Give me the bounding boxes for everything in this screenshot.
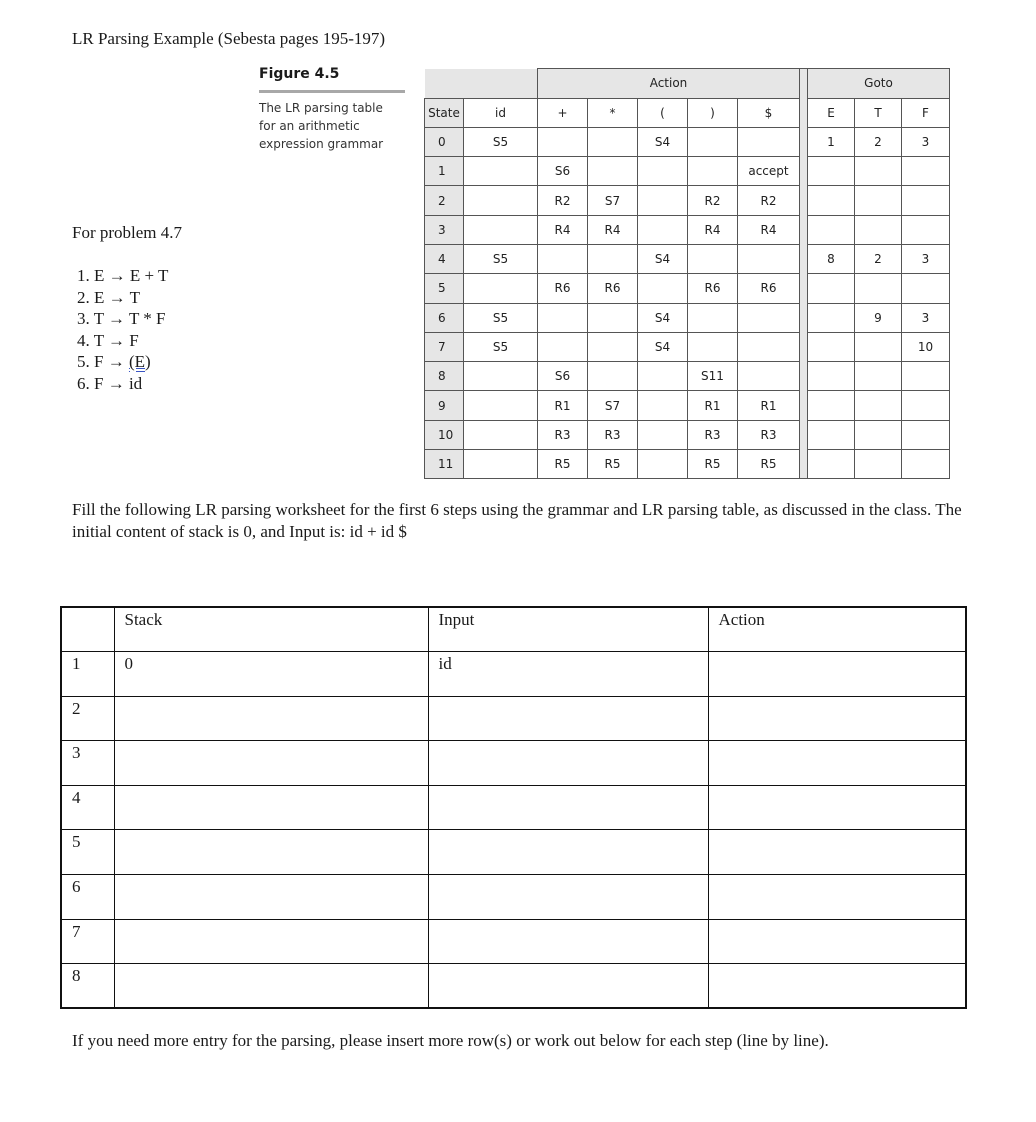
goto-cell [808,215,855,244]
goto-cell [855,362,902,391]
action-cell: R6 [588,274,638,303]
worksheet-header-cell [61,607,114,652]
goto-cell [902,420,950,449]
stack-cell[interactable] [114,741,428,786]
action-cell: accept [738,157,800,186]
state-cell: 10 [425,420,464,449]
state-cell: 0 [425,127,464,156]
goto-cell [808,420,855,449]
action-cell: R3 [588,420,638,449]
goto-cell: 1 [808,127,855,156]
page-title: LR Parsing Example (Sebesta pages 195-197) [72,29,386,48]
step-number: 5 [61,830,114,875]
action-cell [738,244,800,273]
action-cell: S7 [588,186,638,215]
goto-cell: 3 [902,303,950,332]
table-row [425,303,950,332]
goto-cell [855,157,902,186]
state-cell: 2 [425,186,464,215]
goto-cell: 2 [855,244,902,273]
lr-parsing-table [424,68,950,479]
action-cell [538,244,588,273]
step-number: 4 [61,785,114,830]
goto-column-header: E [808,98,855,127]
action-column-header: ( [638,98,688,127]
goto-cell [902,274,950,303]
state-cell: 3 [425,215,464,244]
state-cell: 9 [425,391,464,420]
action-cell: S6 [538,362,588,391]
action-cell [464,215,538,244]
action-cell: R6 [538,274,588,303]
action-cell: R3 [538,420,588,449]
goto-cell [808,391,855,420]
worksheet-row [61,919,966,964]
worksheet-row [61,785,966,830]
action-cell [688,157,738,186]
action-column-header: id [464,98,538,127]
worksheet-header-row [61,607,966,652]
action-cell [638,274,688,303]
action-cell: R5 [538,450,588,479]
input-cell[interactable] [428,785,708,830]
footer-note: If you need more entry for the parsing, please insert more row(s) or work out below for each step (line by line). [72,1031,829,1050]
state-cell: 11 [425,450,464,479]
goto-header: Goto [808,69,950,99]
goto-cell [808,186,855,215]
goto-cell: 10 [902,332,950,361]
worksheet-row [61,741,966,786]
goto-cell [855,215,902,244]
action-cell [638,450,688,479]
action-cell: S5 [464,244,538,273]
action-cell [464,420,538,449]
action-cell: R6 [688,274,738,303]
step-number: 8 [61,964,114,1009]
parsing-worksheet [60,606,967,1009]
grammar-rule: 3. T → T * F [77,309,166,329]
state-cell: 6 [425,303,464,332]
action-column-header: $ [738,98,800,127]
action-cell: R2 [688,186,738,215]
stack-cell[interactable] [114,785,428,830]
action-cell: S4 [638,244,688,273]
table-row [425,362,950,391]
worksheet-row [61,830,966,875]
caption-line: expression grammar [259,137,384,151]
goto-cell: 8 [808,244,855,273]
goto-cell: 2 [855,127,902,156]
input-cell[interactable] [428,696,708,741]
worksheet-row [61,964,966,1009]
state-cell: 5 [425,274,464,303]
action-cell: R3 [688,420,738,449]
action-cell: S4 [638,127,688,156]
goto-column-header: F [902,98,950,127]
table-row [425,450,950,479]
table-row [425,391,950,420]
goto-cell [855,332,902,361]
problem-heading: For problem 4.7 [72,223,183,242]
column-separator [800,69,808,479]
goto-cell [808,157,855,186]
action-cell [464,157,538,186]
table-row [425,332,950,361]
action-cell: R4 [688,215,738,244]
goto-cell [808,303,855,332]
worksheet-row [61,652,966,697]
action-cell: R4 [588,215,638,244]
figure-caption [259,99,409,153]
state-cell: 1 [425,157,464,186]
worksheet-header-cell: Action [708,607,966,652]
table-row [425,157,950,186]
goto-cell [902,362,950,391]
step-number: 1 [61,652,114,697]
action-cell [464,391,538,420]
input-cell[interactable] [428,875,708,920]
state-header: State [425,98,464,127]
table-header-row [425,69,950,99]
action-cell [688,332,738,361]
table-row [425,127,950,156]
input-cell[interactable] [428,919,708,964]
goto-cell: 3 [902,127,950,156]
goto-cell [808,332,855,361]
action-cell [688,244,738,273]
goto-cell [808,274,855,303]
goto-cell [855,274,902,303]
spellcheck-underline: (E [128,352,146,372]
goto-cell: 9 [855,303,902,332]
step-number: 6 [61,875,114,920]
goto-cell [808,362,855,391]
goto-cell [902,391,950,420]
state-cell: 7 [425,332,464,361]
step-number: 7 [61,919,114,964]
action-cell: S5 [464,127,538,156]
action-cell [538,127,588,156]
stack-cell[interactable] [114,964,428,1009]
goto-cell [808,450,855,479]
action-cell [464,450,538,479]
stack-cell[interactable] [114,875,428,920]
caption-line: for an arithmetic [259,119,360,133]
action-cell [638,186,688,215]
column-header-row [425,98,950,127]
input-cell[interactable] [428,741,708,786]
step-number: 3 [61,741,114,786]
action-cell[interactable] [708,919,966,964]
goto-cell [902,450,950,479]
goto-cell [855,420,902,449]
action-cell [638,420,688,449]
stack-cell[interactable] [114,696,428,741]
action-cell: R1 [538,391,588,420]
action-cell: S4 [638,303,688,332]
state-cell: 8 [425,362,464,391]
goto-cell [902,186,950,215]
action-cell [738,332,800,361]
stack-cell[interactable]: 0 [114,652,428,697]
caption-line: The LR parsing table [259,101,383,115]
action-cell [464,186,538,215]
action-cell: S5 [464,303,538,332]
grammar-rule: 6. F → id [77,373,143,393]
action-cell[interactable] [708,785,966,830]
action-cell [588,303,638,332]
action-cell [638,215,688,244]
action-cell [588,362,638,391]
action-cell [538,303,588,332]
table-row [425,244,950,273]
action-cell: R6 [738,274,800,303]
action-column-header: ) [688,98,738,127]
goto-column-header: T [855,98,902,127]
action-cell [538,332,588,361]
table-row [425,186,950,215]
action-cell: S11 [688,362,738,391]
stack-cell[interactable] [114,830,428,875]
grammar-rule: 1. E → E + T [77,266,169,285]
grammar-rule: 2. E → T [77,287,140,307]
action-cell [588,332,638,361]
table-row [425,274,950,303]
input-cell[interactable]: id [428,652,708,697]
action-cell[interactable] [708,652,966,697]
worksheet-row [61,875,966,920]
action-header: Action [538,69,800,99]
state-cell: 4 [425,244,464,273]
input-cell[interactable] [428,830,708,875]
stack-cell[interactable] [114,919,428,964]
goto-cell: 3 [902,244,950,273]
grammar-rule: 4. T → F [77,330,139,350]
action-cell: R2 [738,186,800,215]
action-cell[interactable] [708,741,966,786]
action-cell: R4 [738,215,800,244]
action-cell: S7 [588,391,638,420]
goto-cell [902,157,950,186]
action-cell: R4 [538,215,588,244]
action-cell [638,362,688,391]
action-cell: R1 [688,391,738,420]
action-cell [464,362,538,391]
action-cell: R1 [738,391,800,420]
action-cell [588,157,638,186]
worksheet-header-cell: Input [428,607,708,652]
action-column-header: * [588,98,638,127]
action-cell [688,127,738,156]
table-row [425,420,950,449]
figure-rule [259,90,405,93]
instruction-text: Fill the following LR parsing worksheet for the first 6 steps using the grammar and LR parsing table, as discussed in the class. The initial content of stack is 0, and Input is: id + id $ [72,500,962,541]
action-cell [738,303,800,332]
worksheet-header-cell: Stack [114,607,428,652]
action-cell [738,362,800,391]
action-cell [588,127,638,156]
goto-cell [855,391,902,420]
action-cell: R5 [688,450,738,479]
action-cell: R3 [738,420,800,449]
action-cell [688,303,738,332]
action-cell: S5 [464,332,538,361]
action-cell [738,127,800,156]
figure-label: Figure 4.5 [259,66,340,82]
action-cell [588,244,638,273]
action-cell: R2 [538,186,588,215]
action-cell[interactable] [708,964,966,1009]
action-cell[interactable] [708,696,966,741]
grammar-rules [77,265,168,395]
action-cell: S4 [638,332,688,361]
goto-cell [902,215,950,244]
action-cell [638,391,688,420]
action-cell: R5 [738,450,800,479]
action-cell[interactable] [708,875,966,920]
action-cell[interactable] [708,830,966,875]
action-cell: R5 [588,450,638,479]
action-column-header: + [538,98,588,127]
goto-cell [855,186,902,215]
action-cell [638,157,688,186]
goto-cell [855,450,902,479]
action-cell [464,274,538,303]
table-row [425,215,950,244]
worksheet-row [61,696,966,741]
action-cell: S6 [538,157,588,186]
step-number: 2 [61,696,114,741]
grammar-rule: 5. F → (E) [77,352,151,372]
input-cell[interactable] [428,964,708,1009]
